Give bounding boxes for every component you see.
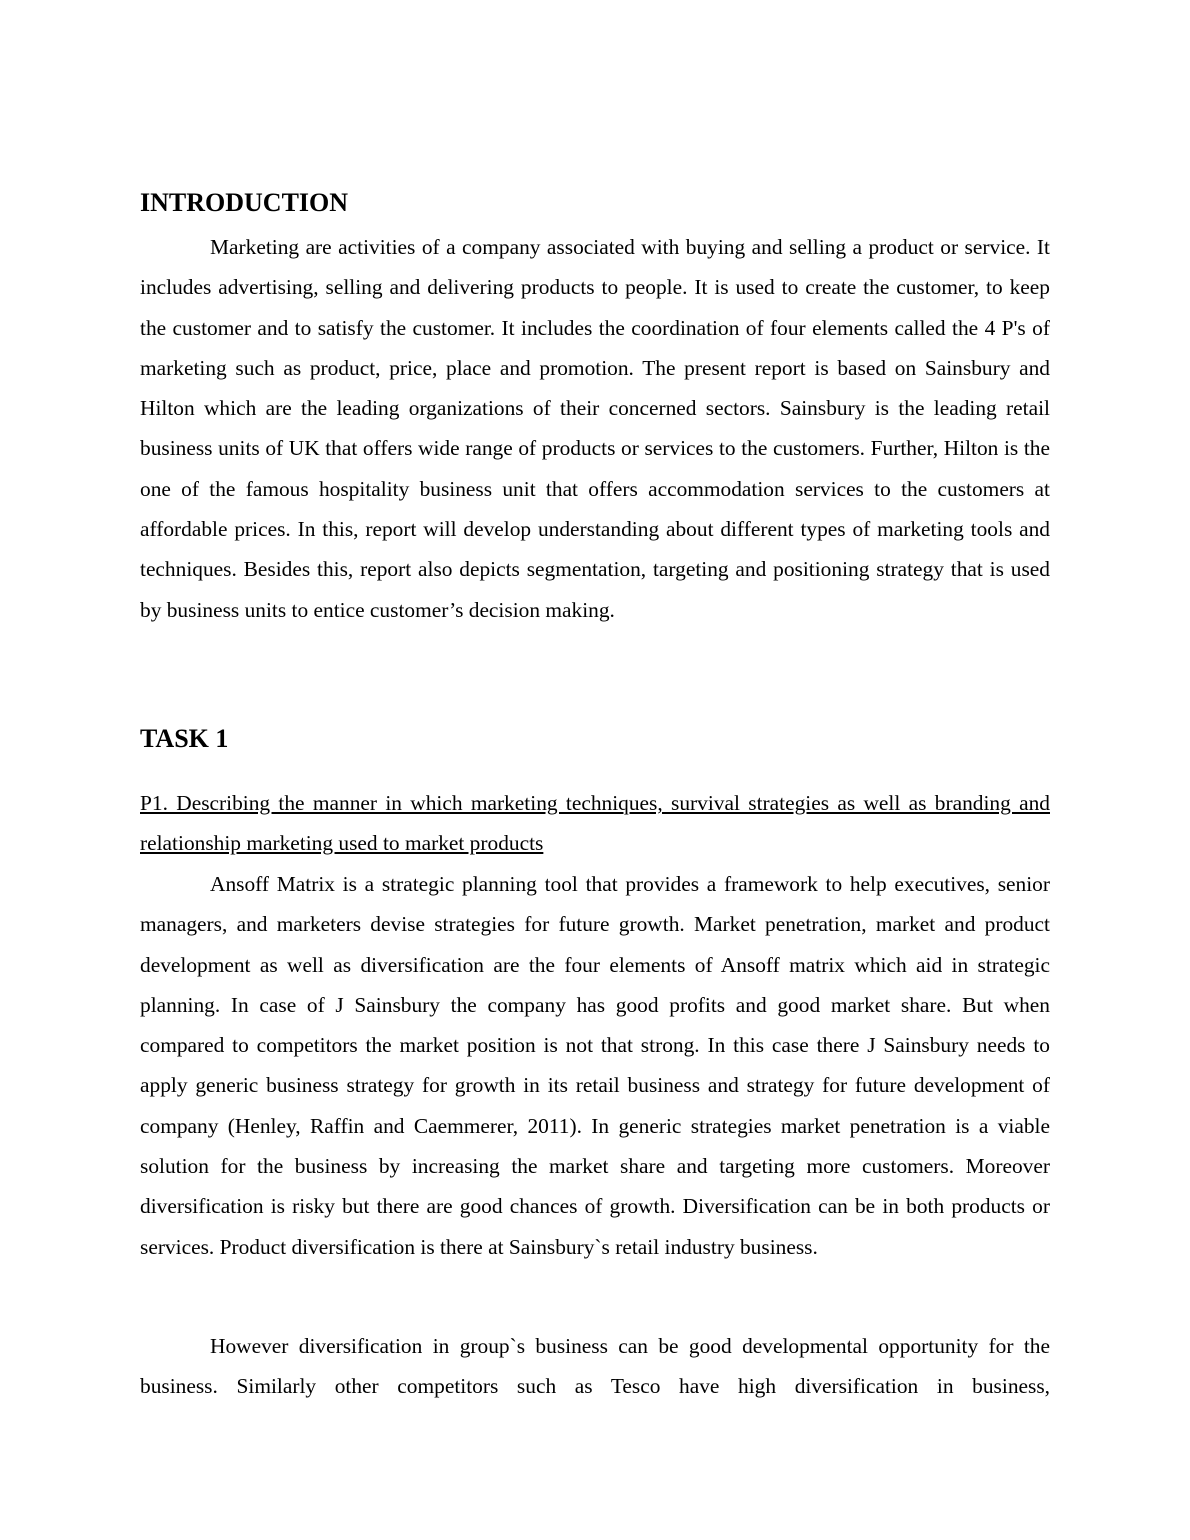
p1-subheading: P1. Describing the manner in which marketing techniques, survival strategies as well as branding and relationship marketing used to market products <box>140 791 1050 856</box>
task-1-heading: TASK 1 <box>140 724 229 753</box>
p1-paragraph-ansoff: Ansoff Matrix is a strategic planning tool that provides a framework to help executives, senior managers, and marketers devise strategies for future growth. Market penetration, market and product development as well as diversification are the four elements of Ansoff matrix which aid in strategic planning. In case of J Sainsbury the company has good profits and good market share. But when compared to competitors the market position is not that strong. In this case there J Sainsbury needs to apply generic business strategy for growth in its retail business and strategy for future development of company (Henley, Raffin and Caemmerer, 2011). In generic strategies market penetration is a viable solution for the business by increasing the market share and targeting more customers. Moreover diversification is risky but there are good chances of growth. Diversification can be in both products or services. Product diversification is there at Sainsbury`s retail industry business. <box>140 872 1050 1259</box>
p1-paragraph-diversification: However diversification in group`s business can be good developmental opportunity for the business. Similarly other competitors such as Tesco have high diversification in business, <box>140 1334 1050 1399</box>
introduction-paragraph: Marketing are activities of a company associated with buying and selling a product or service. It includes advertising, selling and delivering products to people. It is used to create the customer, to keep the customer and to satisfy the customer. It includes the coordination of four elements called the 4 P's of marketing such as product, price, place and promotion. The present report is based on Sainsbury and Hilton which are the leading organizations of their concerned sectors. Sainsbury is the leading retail business units of UK that offers wide range of products or services to the customers. Further, Hilton is the one of the famous hospitality business unit that offers accommodation services to the customers at affordable prices. In this, report will develop understanding about different types of marketing tools and techniques. Besides this, report also depicts segmentation, targeting and positioning strategy that is used by business units to entice customer’s decision making. <box>140 235 1050 622</box>
introduction-heading: INTRODUCTION <box>140 188 349 217</box>
